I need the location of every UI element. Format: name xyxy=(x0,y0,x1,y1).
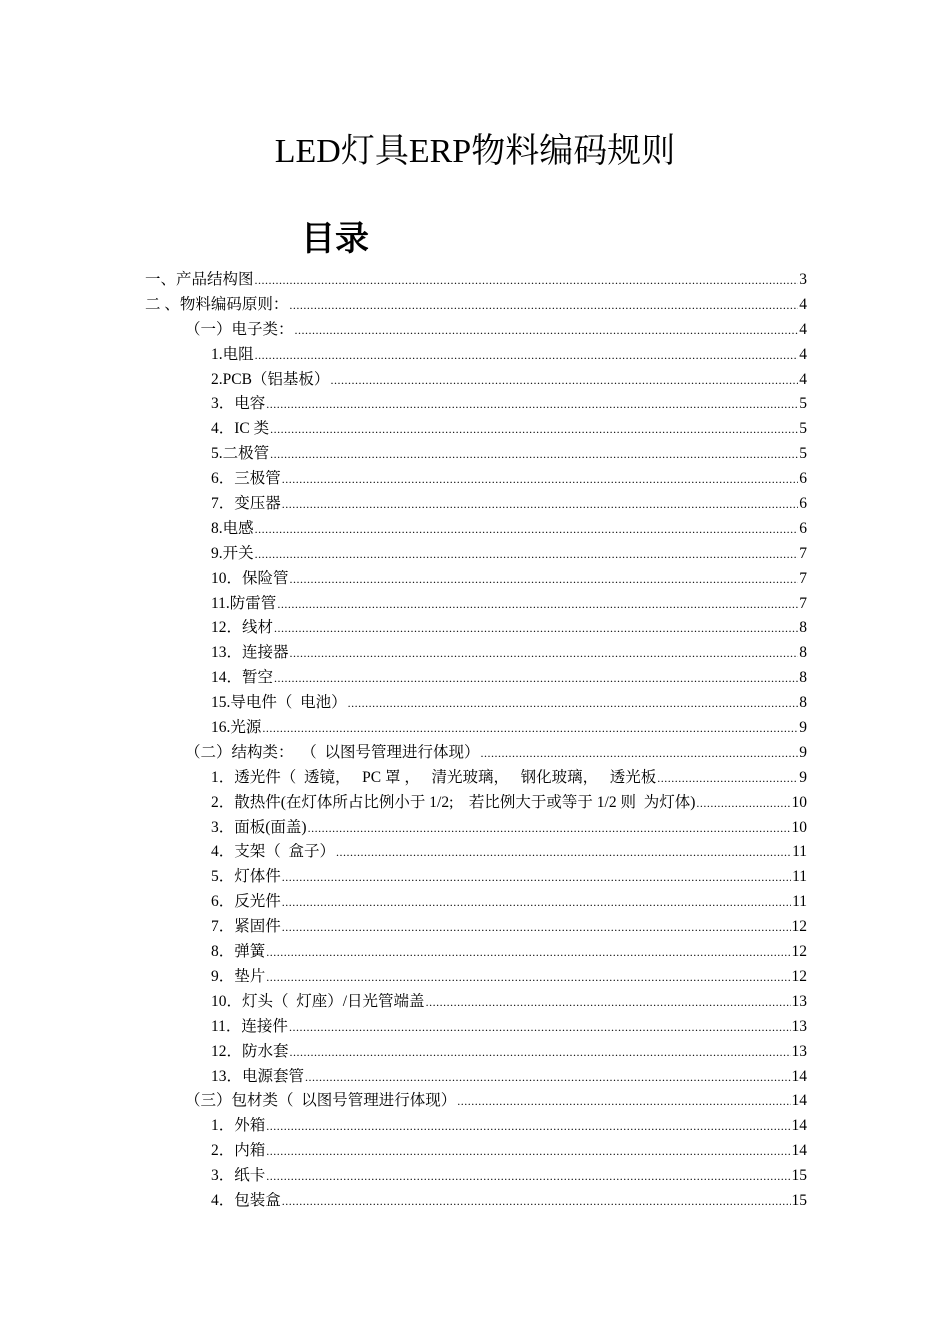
toc-entry-page: 8 xyxy=(799,644,807,662)
toc-leader xyxy=(295,318,799,343)
toc-entry-text: 3．纸卡 xyxy=(211,1167,266,1185)
toc-entry-page: 6 xyxy=(799,519,807,537)
toc-entry[interactable] xyxy=(0,990,807,1015)
toc-entry-page: 12 xyxy=(791,943,807,961)
toc-leader xyxy=(696,791,790,816)
toc-leader xyxy=(270,417,798,442)
toc-entry-page: 8 xyxy=(799,669,807,687)
toc-entry-page: 15 xyxy=(791,1191,807,1209)
toc-entry-page: 15 xyxy=(791,1167,807,1185)
toc-leader xyxy=(426,990,791,1015)
toc-entry[interactable] xyxy=(0,1139,807,1164)
toc-entry-text: 2.PCB（铝基板） xyxy=(211,370,330,388)
toc-entry-text: （二）结构类： （ 以图号管理进行体现） xyxy=(185,743,480,761)
toc-entry[interactable] xyxy=(0,343,807,368)
toc-entry-text: 1.电阻 xyxy=(211,345,254,363)
toc-entry-text: 10．保险管 xyxy=(211,569,289,587)
toc-entry[interactable] xyxy=(0,1065,807,1090)
toc-entry-page: 14 xyxy=(791,1142,807,1160)
toc-entry-text: 2．散热件(在灯体所占比例小于 1/2; 若比例大于或等于 1/2 则 为灯体) xyxy=(211,793,696,811)
toc-entry-page: 4 xyxy=(799,295,807,313)
toc-entry[interactable] xyxy=(0,318,807,343)
toc-entry-text: 12．防水套 xyxy=(211,1042,289,1060)
toc-entry-text: 7．变压器 xyxy=(211,495,281,513)
toc-entry[interactable] xyxy=(0,1089,807,1114)
toc-entry[interactable] xyxy=(0,865,807,890)
toc-leader xyxy=(255,343,799,368)
toc-entry-page: 7 xyxy=(799,569,807,587)
toc-entry[interactable] xyxy=(0,965,807,990)
toc-entry-page: 10 xyxy=(791,793,807,811)
toc-entry[interactable] xyxy=(0,592,807,617)
toc-leader xyxy=(282,915,791,940)
toc-entry-page: 12 xyxy=(791,967,807,985)
toc-leader xyxy=(290,1040,791,1065)
toc-entry-text: 6．三极管 xyxy=(211,470,281,488)
toc-leader xyxy=(255,542,799,567)
toc-entry[interactable] xyxy=(0,517,807,542)
toc-entry-text: 16.光源 xyxy=(211,719,262,737)
toc-entry-page: 14 xyxy=(791,1117,807,1135)
toc-entry[interactable] xyxy=(0,1114,807,1139)
toc-entry[interactable] xyxy=(0,467,807,492)
toc-entry-page: 4 xyxy=(799,345,807,363)
toc-entry-text: 1．透光件（ 透镜， PC 罩 ， 清光玻璃， 钢化玻璃， 透光板 xyxy=(211,768,657,786)
toc-entry-text: 11．连接件 xyxy=(211,1017,288,1035)
toc-entry-page: 13 xyxy=(791,992,807,1010)
toc-leader xyxy=(274,666,798,691)
toc-entry[interactable] xyxy=(0,442,807,467)
toc-leader xyxy=(266,965,790,990)
toc-entry-page: 7 xyxy=(799,544,807,562)
toc-entry-text: 1．外箱 xyxy=(211,1117,266,1135)
toc-entry-page: 14 xyxy=(791,1067,807,1085)
toc-entry[interactable] xyxy=(0,492,807,517)
toc-leader xyxy=(657,766,798,791)
toc-entry-text: 15.导电件（ 电池） xyxy=(211,694,347,712)
toc-entry-page: 6 xyxy=(799,470,807,488)
toc-entry-page: 3 xyxy=(799,271,807,288)
toc-entry-page: 13 xyxy=(791,1017,807,1035)
toc-entry-text: 4．IC 类 xyxy=(211,420,270,438)
toc-entry-text: 4．包装盒 xyxy=(211,1191,281,1209)
toc-entry-page: 5 xyxy=(799,395,807,413)
toc-entry-page: 11 xyxy=(792,893,807,911)
toc-entry-page: 5 xyxy=(799,445,807,463)
toc-leader xyxy=(305,1065,790,1090)
toc-leader xyxy=(308,816,791,841)
toc-entry[interactable] xyxy=(0,542,807,567)
toc-entry[interactable] xyxy=(0,840,807,865)
toc-entry-page: 10 xyxy=(791,818,807,836)
toc-entry[interactable] xyxy=(0,816,807,841)
toc-entry-text: 10．灯头（ 灯座）/日光管端盖 xyxy=(211,992,425,1010)
toc-entry-text: 13．电源套管 xyxy=(211,1067,305,1085)
toc-entry-text: 8．弹簧 xyxy=(211,943,266,961)
toc-entry[interactable] xyxy=(0,1040,807,1065)
toc-entry-text: 二 、物料编码原则： xyxy=(145,295,289,313)
toc-entry-text: 9.开关 xyxy=(211,544,254,562)
toc-entry-page: 14 xyxy=(791,1092,807,1110)
toc-entry[interactable] xyxy=(0,766,807,791)
toc-entry-text: 12．线材 xyxy=(211,619,274,637)
toc-entry-page: 6 xyxy=(799,495,807,513)
toc-heading: 目录 xyxy=(301,219,369,259)
toc-leader xyxy=(266,1114,790,1139)
toc-entry-text: 13．连接器 xyxy=(211,644,289,662)
toc-leader xyxy=(277,592,798,617)
toc-entry-text: 11.防雷管 xyxy=(211,594,277,612)
toc-entry-page: 4 xyxy=(799,370,807,388)
toc-entry[interactable] xyxy=(0,691,807,716)
toc-leader xyxy=(266,392,798,417)
toc-entry-page: 5 xyxy=(799,420,807,438)
toc-leader xyxy=(336,840,791,865)
toc-leader xyxy=(289,293,798,318)
toc-leader xyxy=(282,467,798,492)
toc-entry-page: 12 xyxy=(791,918,807,936)
toc-entry[interactable] xyxy=(0,791,807,816)
toc-entry-page: 9 xyxy=(799,743,807,761)
toc-leader xyxy=(262,716,798,741)
toc-entry-text: 14．暂空 xyxy=(211,669,274,687)
toc-entry[interactable] xyxy=(0,293,807,318)
toc-entry[interactable] xyxy=(0,567,807,592)
toc-entry-text: 5．灯体件 xyxy=(211,868,281,886)
toc-entry[interactable] xyxy=(0,392,807,417)
toc-leader xyxy=(481,741,799,766)
toc-entry-page: 13 xyxy=(791,1042,807,1060)
toc-leader xyxy=(330,368,798,393)
toc-entry[interactable] xyxy=(0,368,807,393)
toc-leader xyxy=(266,940,790,965)
toc-entry-text: 3．面板(面盖) xyxy=(211,818,307,836)
toc-entry-page: 11 xyxy=(792,868,807,886)
toc-entry[interactable] xyxy=(0,1189,807,1214)
toc-entry-text: 9．垫片 xyxy=(211,967,266,985)
toc-entry[interactable] xyxy=(0,616,807,641)
toc-entry[interactable] xyxy=(0,716,807,741)
toc-leader xyxy=(457,1089,790,1114)
toc-leader xyxy=(290,567,799,592)
toc-entry-page: 11 xyxy=(792,843,807,861)
toc-entry[interactable] xyxy=(0,666,807,691)
toc-leader xyxy=(270,442,798,467)
toc-entry-page: 8 xyxy=(799,619,807,637)
toc-entry-text: 7．紧固件 xyxy=(211,918,281,936)
toc-entry[interactable] xyxy=(0,417,807,442)
toc-entry[interactable] xyxy=(0,1164,807,1189)
toc-entry[interactable] xyxy=(0,741,807,766)
toc-leader xyxy=(266,1164,790,1189)
document-title: LED灯具ERP物料编码规则 xyxy=(274,133,676,170)
toc-entry-page: 7 xyxy=(799,594,807,612)
toc-leader xyxy=(255,268,799,293)
toc-leader xyxy=(282,1189,791,1214)
toc-leader xyxy=(289,1015,791,1040)
toc-entry[interactable] xyxy=(0,940,807,965)
toc-entry[interactable] xyxy=(0,915,807,940)
toc-entry-text: 4．支架（ 盒子） xyxy=(211,843,336,861)
toc-entry[interactable] xyxy=(0,641,807,666)
toc-leader xyxy=(274,616,798,641)
toc-entry[interactable] xyxy=(0,268,807,293)
toc-entry-text: （三）包材类（ 以图号管理进行体现） xyxy=(185,1092,457,1110)
toc-entry-page: 9 xyxy=(799,768,807,786)
toc-entry-page: 4 xyxy=(799,320,807,338)
toc-leader xyxy=(282,492,798,517)
toc-leader xyxy=(255,517,799,542)
toc-leader xyxy=(282,890,791,915)
toc-leader xyxy=(282,865,791,890)
toc-entry-page: 9 xyxy=(799,719,807,737)
toc-entry-text: 5.二极管 xyxy=(211,445,270,463)
toc-entry-text: 8.电感 xyxy=(211,519,254,537)
toc-entry-text: 3．电容 xyxy=(211,395,266,413)
table-of-contents xyxy=(0,268,950,1214)
toc-entry[interactable] xyxy=(0,890,807,915)
toc-leader xyxy=(290,641,799,666)
toc-entry-text: 一、产品结构图 xyxy=(145,271,254,288)
toc-leader xyxy=(348,691,799,716)
toc-entry-text: 2．内箱 xyxy=(211,1142,266,1160)
toc-entry-page: 8 xyxy=(799,694,807,712)
toc-entry-text: （一）电子类： xyxy=(185,320,294,338)
toc-entry[interactable] xyxy=(0,1015,807,1040)
toc-entry-text: 6．反光件 xyxy=(211,893,281,911)
toc-leader xyxy=(266,1139,790,1164)
